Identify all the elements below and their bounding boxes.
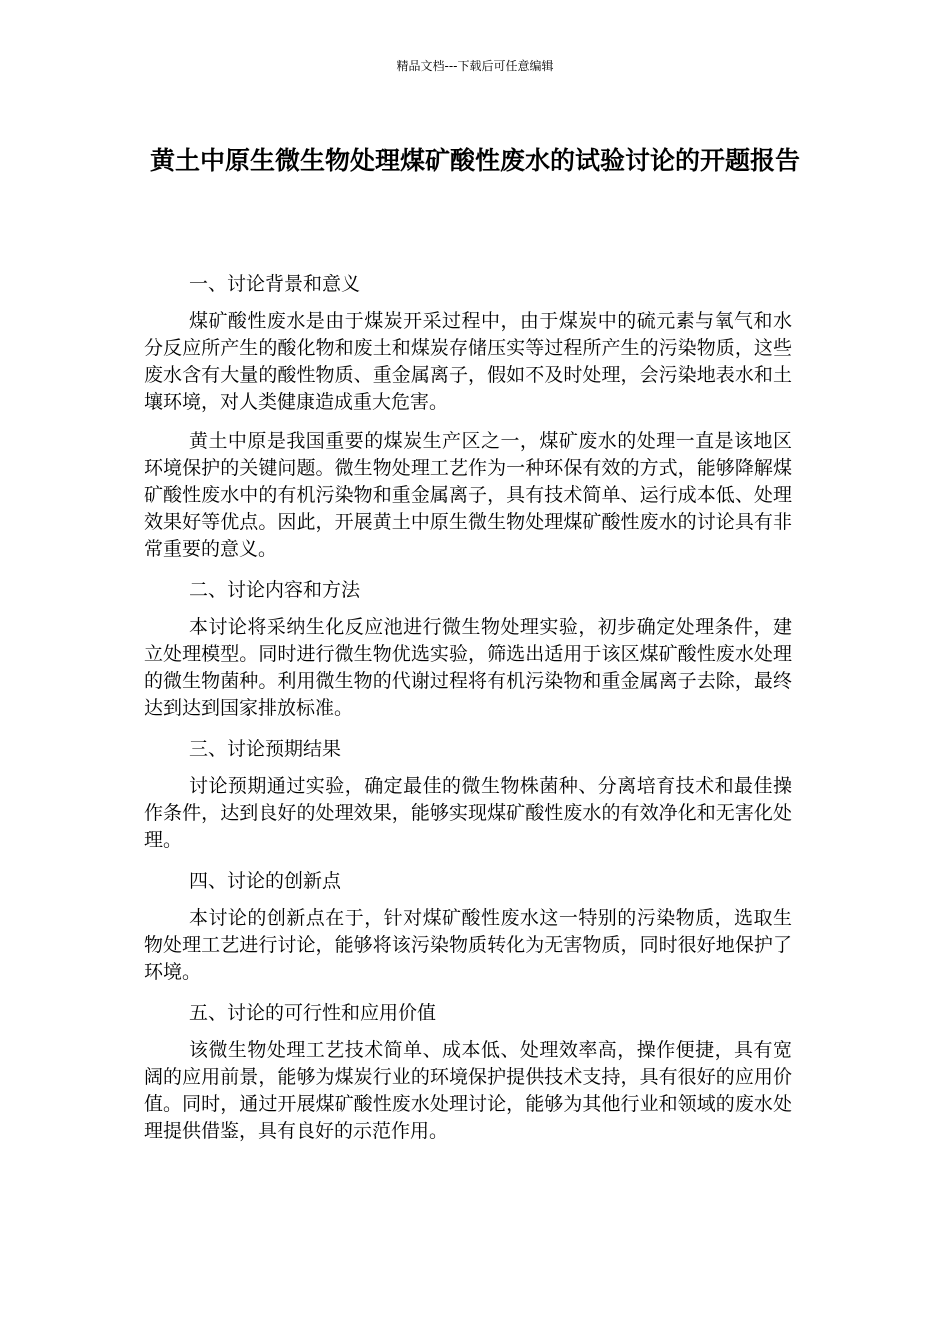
paragraph: 黄土中原是我国重要的煤炭生产区之一，煤矿废水的处理一直是该地区环境保护的关键问题。微生物处理工艺作为一种环保有效的方式，能够降解煤矿酸性废水中的有机污染物和重金属离子，具有技术简单、运行成本低、处理效果好等优点。因此，开展黄土中原生微生物处理煤矿酸性废水的讨论具有非常重要的意义。: [144, 430, 792, 560]
document-title: 黄土中原生微生物处理煤矿酸性废水的试验讨论的开题报告: [149, 146, 800, 175]
paragraph: 该微生物处理工艺技术简单、成本低、处理效率高，操作便捷，具有宽阔的应用前景，能够为煤炭行业的环境保护提供技术支持，具有很好的应用价值。同时，通过开展煤矿酸性废水处理讨论，能够为其他行业和领域的废水处理提供借鉴，具有良好的示范作用。: [144, 1039, 792, 1142]
section-heading: 五、讨论的可行性和应用价值: [189, 1002, 437, 1024]
paragraph: 本讨论的创新点在于，针对煤矿酸性废水这一特别的污染物质，选取生物处理工艺进行讨论，能够将该污染物质转化为无害物质，同时很好地保护了环境。: [144, 907, 792, 983]
section-heading: 三、讨论预期结果: [189, 738, 342, 760]
section-content-methods: [144, 575, 792, 722]
paragraph: 讨论预期通过实验，确定最佳的微生物株菌种、分离培育技术和最佳操作条件，达到良好的处理效果，能够实现煤矿酸性废水的有效净化和无害化处理。: [144, 775, 792, 851]
section-heading: 二、讨论内容和方法: [189, 579, 361, 601]
page-header: 精品文档---下载后可任意编辑: [396, 59, 554, 73]
paragraph: 煤矿酸性废水是由于煤炭开采过程中，由于煤炭中的硫元素与氧气和水分反应所产生的酸化物和废土和煤炭存储压实等过程所产生的污染物质，这些废水含有大量的酸性物质、重金属离子，假如不及时处理，会污染地表水和土壤环境，对人类健康造成重大危害。: [144, 310, 792, 413]
section-feasibility: [144, 998, 792, 1145]
paragraph: 本讨论将采纳生化反应池进行微生物处理实验，初步确定处理条件，建立处理模型。同时进行微生物优选实验，筛选出适用于该区煤矿酸性废水处理的微生物菌种。利用微生物的代谢过程将有机污染物和重金属离子去除，最终达到达到国家排放标准。: [144, 616, 792, 719]
section-innovation: [144, 866, 792, 986]
section-background: [144, 269, 792, 563]
section-heading: 一、讨论背景和意义: [189, 273, 361, 295]
section-expected-results: [144, 734, 792, 854]
document-body: [144, 269, 792, 1157]
section-heading: 四、讨论的创新点: [189, 870, 342, 892]
